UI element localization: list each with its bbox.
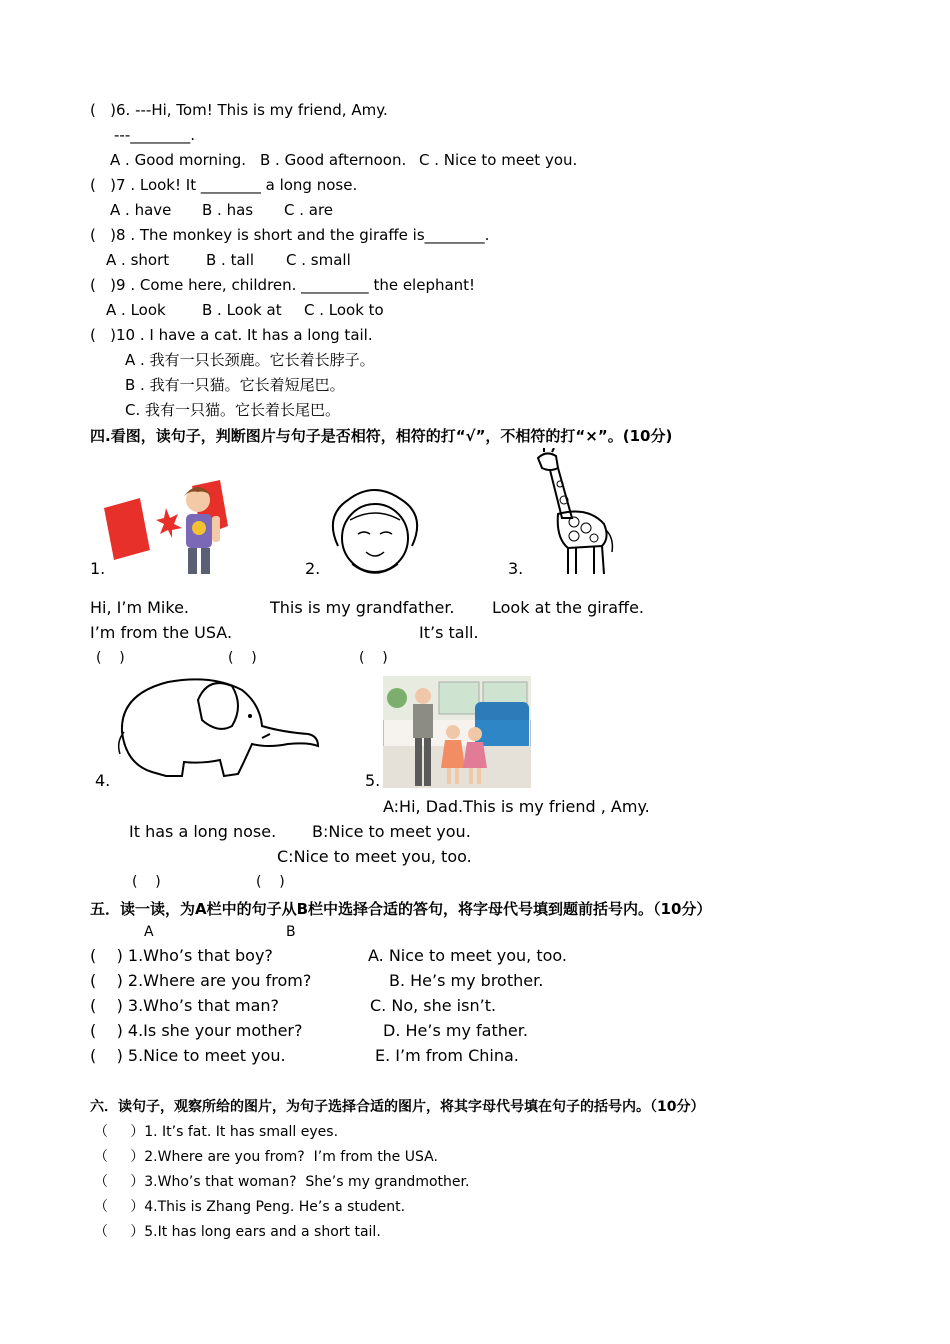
question-6-answer-line: ---________. bbox=[114, 126, 196, 144]
column-b-label: B bbox=[286, 924, 296, 940]
question-7: ( )7 . Look! It ________ a long nose. bbox=[90, 176, 358, 194]
match-question-1: ( ) 1.Who’s that boy? bbox=[90, 946, 273, 965]
part5-heading: 五．读一读，为A栏中的句子从B栏中选择合适的答句，将字母代号填到题前括号内。（10分） bbox=[90, 900, 712, 918]
sentence-5c: C:Nice to meet you, too. bbox=[277, 847, 472, 866]
option-8c: C . small bbox=[286, 251, 351, 269]
option-7c: C . are bbox=[284, 201, 334, 219]
picture-question-3: （ ）3.Who’s that woman? She’s my grandmother. bbox=[94, 1174, 470, 1190]
sentence-5b: B:Nice to meet you. bbox=[312, 822, 471, 841]
match-answer-e: E. I’m from China. bbox=[375, 1046, 519, 1065]
picture-question-5: （ ）5.It has long ears and a short tail. bbox=[94, 1224, 381, 1240]
question-8: ( )8 . The monkey is short and the giraffe is________. bbox=[90, 226, 490, 244]
match-answer-d: D. He’s my father. bbox=[383, 1021, 528, 1040]
option-8a: A . short bbox=[106, 251, 170, 269]
option-8b: B . tall bbox=[206, 251, 255, 269]
option-10a: A . 我有一只长颈鹿。它长着长脖子。 bbox=[125, 351, 375, 369]
option-9a: A . Look bbox=[106, 301, 166, 319]
part6-heading: 六．读句子，观察所给的图片，为句子选择合适的图片，将其字母代号填在句子的括号内。（10分） bbox=[90, 1099, 705, 1115]
picture-number-2: 2. bbox=[305, 559, 321, 578]
giraffe-picture bbox=[528, 448, 618, 578]
question-6: ( )6. ---Hi, Tom! This is my friend, Amy. bbox=[90, 101, 388, 119]
sentence-5a: A:Hi, Dad.This is my friend , Amy. bbox=[383, 797, 650, 816]
answer-paren-5[interactable]: ( ) bbox=[256, 874, 285, 890]
option-6a: A . Good morning. bbox=[110, 151, 246, 169]
picture-question-2: （ ）2.Where are you from? I’m from the USA. bbox=[94, 1149, 438, 1165]
question-9: ( )9 . Come here, children. _________ the elephant! bbox=[90, 276, 476, 294]
answer-paren-1[interactable]: ( ) bbox=[96, 650, 125, 666]
option-7a: A . have bbox=[110, 201, 172, 219]
grandmother-face-picture bbox=[322, 486, 428, 578]
column-a-label: A bbox=[144, 924, 154, 940]
picture-number-4: 4. bbox=[95, 771, 111, 790]
option-9c: C . Look to bbox=[304, 301, 384, 319]
match-answer-b: B. He’s my brother. bbox=[389, 971, 544, 990]
dad-and-girls-picture bbox=[383, 676, 531, 788]
boy-with-flag-picture bbox=[100, 478, 230, 576]
picture-number-3: 3. bbox=[508, 559, 524, 578]
picture-number-5: 5. bbox=[365, 771, 381, 790]
match-question-3: ( ) 3.Who’s that man? bbox=[90, 996, 280, 1015]
match-answer-c: C. No, she isn’t. bbox=[370, 996, 497, 1015]
sentence-3b: It’s tall. bbox=[419, 623, 479, 642]
match-question-4: ( ) 4.Is she your mother? bbox=[90, 1021, 303, 1040]
match-question-2: ( ) 2.Where are you from? bbox=[90, 971, 312, 990]
match-question-5: ( ) 5.Nice to meet you. bbox=[90, 1046, 286, 1065]
option-6b: B . Good afternoon. bbox=[260, 151, 407, 169]
sentence-1a: Hi, I’m Mike. bbox=[90, 598, 189, 617]
match-answer-a: A. Nice to meet you, too. bbox=[368, 946, 567, 965]
elephant-picture bbox=[112, 672, 322, 788]
option-7b: B . has bbox=[202, 201, 254, 219]
picture-number-1: 1. bbox=[90, 559, 106, 578]
picture-question-1: （ ）1. It’s fat. It has small eyes. bbox=[94, 1124, 339, 1140]
option-10b: B . 我有一只猫。它长着短尾巴。 bbox=[125, 376, 345, 394]
sentence-3a: Look at the giraffe. bbox=[492, 598, 645, 617]
answer-paren-4[interactable]: ( ) bbox=[132, 874, 161, 890]
answer-paren-2[interactable]: ( ) bbox=[228, 650, 257, 666]
question-10: ( )10 . I have a cat. It has a long tail. bbox=[90, 326, 373, 344]
answer-paren-3[interactable]: ( ) bbox=[359, 650, 388, 666]
option-6c: C . Nice to meet you. bbox=[419, 151, 578, 169]
sentence-1b: I’m from the USA. bbox=[90, 623, 233, 642]
option-10c: C. 我有一只猫。它长着长尾巴。 bbox=[125, 401, 341, 419]
option-9b: B . Look at bbox=[202, 301, 282, 319]
part4-heading: 四.看图，读句子，判断图片与句子是否相符，相符的打“√”，不相符的打“×”。(10分) bbox=[90, 427, 673, 445]
picture-question-4: （ ）4.This is Zhang Peng. He’s a student. bbox=[94, 1199, 406, 1215]
sentence-4: It has a long nose. bbox=[129, 822, 277, 841]
sentence-2: This is my grandfather. bbox=[270, 598, 455, 617]
